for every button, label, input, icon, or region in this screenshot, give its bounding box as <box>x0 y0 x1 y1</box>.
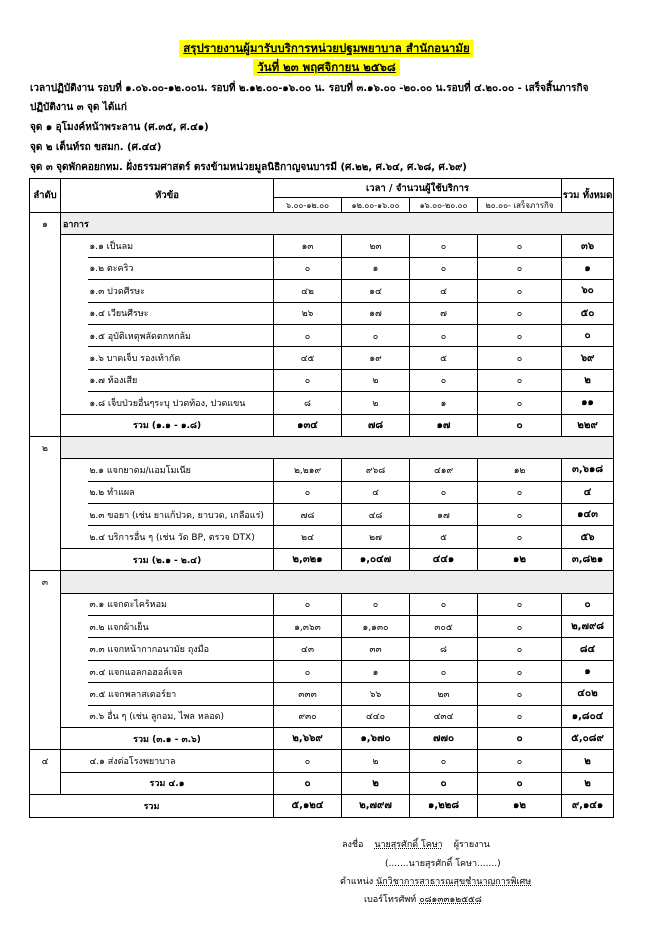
row-total: ๒,๗๙๘ <box>562 616 614 638</box>
point-1-line: จุด ๑ อุโมงค์หน้าพระลาน (ศ.๓๕, ศ.๔๑) <box>30 122 209 133</box>
slot-value: ๐ <box>478 683 562 705</box>
table-row <box>30 683 614 705</box>
slot-value: ๒ <box>342 369 410 391</box>
row-total: ๔๐๒ <box>562 683 614 705</box>
row-total: ๕๖ <box>562 526 614 548</box>
subtotal-row <box>30 548 614 570</box>
table-row <box>30 638 614 660</box>
grand-total-value: ๑,๒๒๘ <box>410 795 478 817</box>
table-row <box>30 750 614 772</box>
table-row <box>30 504 614 526</box>
phone-value: ๐๘๑๓๓๑๒๕๕๘ <box>419 895 482 905</box>
indent-cell <box>61 459 88 481</box>
row-total: ๑ <box>562 257 614 279</box>
row-total: ๕๐ <box>562 302 614 324</box>
col-header-no: ลำดับ <box>30 179 61 213</box>
group-number: ๑ <box>30 213 61 235</box>
row-label: ๑.๒ ตะคริว <box>88 257 274 279</box>
row-label: ๑.๓ ปวดศีรษะ <box>88 280 274 302</box>
group-name: อาการ <box>61 213 614 235</box>
slot-value: ๒๓ <box>410 683 478 705</box>
table-row <box>30 459 614 481</box>
subtotal-value: ๑๗ <box>410 414 478 436</box>
signature-role: ผู้รายงาน <box>453 840 490 850</box>
indent-cell <box>61 302 88 324</box>
indent-cell <box>61 481 88 503</box>
slot-value: ๐ <box>478 324 562 346</box>
slot-value: ๔ <box>342 481 410 503</box>
indent-cell <box>61 683 88 705</box>
slot-value: ๑ <box>342 660 410 682</box>
slot-value: ๑๓ <box>274 235 342 257</box>
group-spacer <box>30 235 61 257</box>
slot-value: ๐ <box>410 257 478 279</box>
row-label: ๑.๗ ท้องเสีย <box>88 369 274 391</box>
col-header-total: รวม ทั้งหมด <box>562 179 614 213</box>
group-spacer <box>30 392 61 414</box>
slot-value: ๔๔๐ <box>342 705 410 727</box>
slot-value: ๐ <box>478 257 562 279</box>
group-spacer <box>30 772 61 794</box>
table-row <box>30 526 614 548</box>
group-spacer <box>30 280 61 302</box>
col-header-slot-2: ๑๒.๐๐-๑๖.๐๐ <box>342 198 410 213</box>
slot-value: ๒๔ <box>274 526 342 548</box>
slot-value: ๐ <box>478 369 562 391</box>
indent-cell <box>61 369 88 391</box>
table-row <box>30 593 614 615</box>
work-hours-line: เวลาปฏิบัติงาน รอบที่ ๑.๐๖.๐๐-๑๒.๐๐น. รอบที่ ๒.๑๒.๐๐-๑๖.๐๐ น. รอบที่ ๓.๑๖.๐๐ -๒๐.๐๐ น.รอบที่ ๔.๒๐.๐๐ - เสร็จสิ้นภารกิจ <box>30 83 589 94</box>
col-header-topic: หัวข้อ <box>61 179 274 213</box>
slot-value: ๒๖ <box>274 302 342 324</box>
position-value: นักวิชาการสาธารณสุขชำนาญการพิเศษ <box>376 877 532 887</box>
slot-value: ๔๑๙ <box>410 459 478 481</box>
table-row <box>30 280 614 302</box>
subtotal-value: ๐ <box>274 772 342 794</box>
subtotal-value: ๒,๖๖๙ <box>274 727 342 749</box>
point-2-line: จุด ๒ เต็นท์รถ ขสมก. (ศ.๔๔) <box>30 142 162 153</box>
subtotal-value: ๒ <box>342 772 410 794</box>
group-spacer <box>30 504 61 526</box>
slot-value: ๐ <box>478 347 562 369</box>
row-label: ๓.๑ แจกตะไคร้หอม <box>88 593 274 615</box>
table-row <box>30 302 614 324</box>
row-total: ๖๙ <box>562 347 614 369</box>
subtotal-value: ๑,๐๔๗ <box>342 548 410 570</box>
slot-value: ๒,๒๑๙ <box>274 459 342 481</box>
slot-value: ๒๗ <box>342 526 410 548</box>
subtotal-value: ๐ <box>478 414 562 436</box>
group-spacer <box>30 257 61 279</box>
row-label: ๑.๔ เวียนศีรษะ <box>88 302 274 324</box>
slot-value: ๒ <box>342 392 410 414</box>
row-total: ๑ <box>562 660 614 682</box>
indent-cell <box>61 750 88 772</box>
slot-value: ๐ <box>478 392 562 414</box>
report-title-row <box>0 37 653 57</box>
subtotal-row <box>30 727 614 749</box>
group-number: ๔ <box>30 750 61 772</box>
table-row <box>30 369 614 391</box>
table-row <box>30 660 614 682</box>
subtotal-row <box>30 414 614 436</box>
slot-value: ๐ <box>342 324 410 346</box>
group-name <box>61 571 614 593</box>
subtotal-total: ๒๒๙ <box>562 414 614 436</box>
row-label: ๑.๑ เป็นลม <box>88 235 274 257</box>
group-spacer <box>30 324 61 346</box>
slot-value: ๕ <box>410 526 478 548</box>
subtotal-value: ๒,๓๒๑ <box>274 548 342 570</box>
slot-value: ๖๖ <box>342 683 410 705</box>
grand-total-value: ๒,๗๙๗ <box>342 795 410 817</box>
slot-value: ๐ <box>478 302 562 324</box>
subtotal-value: ๑๒ <box>478 548 562 570</box>
row-label: ๒.๔ บริการอื่น ๆ (เช่น วัด BP, ตรวจ DTX) <box>88 526 274 548</box>
row-total: ๑๔๓ <box>562 504 614 526</box>
position-prefix: ตำแหน่ง <box>340 877 374 887</box>
col-header-slot-3: ๑๖.๐๐-๒๐.๐๐ <box>410 198 478 213</box>
group-spacer <box>30 638 61 660</box>
slot-value: ๑,๓๖๓ <box>274 616 342 638</box>
slot-value: ๑๗ <box>342 302 410 324</box>
slot-value: ๑,๑๓๐ <box>342 616 410 638</box>
subtotal-label: รวม ๔.๑ <box>61 772 274 794</box>
indent-cell <box>61 526 88 548</box>
slot-value: ๐ <box>274 481 342 503</box>
signature-position-line <box>340 874 531 888</box>
col-header-slot-1: ๖.๐๐-๑๒.๐๐ <box>274 198 342 213</box>
table-row <box>30 324 614 346</box>
indent-cell <box>61 660 88 682</box>
signature-name: นายสุรศักดิ์ โคษา <box>374 840 443 850</box>
group-header-row <box>30 436 614 458</box>
group-spacer <box>30 526 61 548</box>
grand-total-sum: ๙,๑๔๑ <box>562 795 614 817</box>
group-spacer <box>30 616 61 638</box>
slot-value: ๕ <box>410 347 478 369</box>
subtotal-value: ๐ <box>410 772 478 794</box>
group-number: ๒ <box>30 436 61 458</box>
row-label: ๓.๒ แจกผ้าเย็น <box>88 616 274 638</box>
row-label: ๑.๘ เจ็บป่วยอื่นๆระบุ ปวดท้อง, ปวดแขน <box>88 392 274 414</box>
slot-value: ๔๓๔ <box>410 705 478 727</box>
slot-value: ๑๒ <box>478 459 562 481</box>
col-header-time: เวลา / จำนวนผู้ใช้บริการ <box>274 179 562 198</box>
group-header-row <box>30 571 614 593</box>
slot-value: ๘ <box>410 638 478 660</box>
slot-value: ๓๓ <box>342 638 410 660</box>
slot-value: ๐ <box>410 593 478 615</box>
slot-value: ๐ <box>274 593 342 615</box>
slot-value: ๑๔ <box>342 280 410 302</box>
row-total: ๓,๖๑๘ <box>562 459 614 481</box>
indent-cell <box>61 235 88 257</box>
slot-value: ๐ <box>478 235 562 257</box>
indent-cell <box>61 324 88 346</box>
group-spacer <box>30 593 61 615</box>
phone-prefix: เบอร์โทรศัพท์ <box>364 895 417 905</box>
group-spacer <box>30 481 61 503</box>
indent-cell <box>61 392 88 414</box>
indent-cell <box>61 638 88 660</box>
slot-value: ๐ <box>410 750 478 772</box>
grand-total-row <box>30 795 614 817</box>
row-total: ๒ <box>562 750 614 772</box>
row-total: ๔ <box>562 481 614 503</box>
signature-printed-name: (.......นายสุรศักดิ์ โคษา.......) <box>385 859 501 869</box>
slot-value: ๐ <box>274 660 342 682</box>
group-spacer <box>30 302 61 324</box>
slot-value: ๘ <box>274 392 342 414</box>
subtotal-value: ๑๓๔ <box>274 414 342 436</box>
subtotal-value: ๗๘ <box>342 414 410 436</box>
slot-value: ๐ <box>478 280 562 302</box>
row-label: ๔.๑ ส่งต่อโรงพยาบาล <box>88 750 274 772</box>
slot-value: ๐ <box>410 369 478 391</box>
subtotal-label: รวม (๓.๑ - ๓.๖) <box>61 727 274 749</box>
row-label: ๒.๓ ขอยา (เช่น ยาแก้ปวด, ยาบวด, เกลือแร่) <box>88 504 274 526</box>
subtotal-value: ๐ <box>478 727 562 749</box>
col-header-slot-4: ๒๐.๐๐- เสร็จภารกิจ <box>478 198 562 213</box>
slot-value: ๐ <box>274 750 342 772</box>
slot-value: ๑๗ <box>410 504 478 526</box>
slot-value: ๒ <box>342 750 410 772</box>
row-total: ๑๑ <box>562 392 614 414</box>
point-3-line: จุด ๓ จุดพักคอยกทม. ฝั่งธรรมศาสตร์ ตรงข้ามหน่วยมูลนิธิกาญจนบารมี (ศ.๒๒, ศ.๖๔, ศ.๖๘, ศ.๖๙) <box>30 162 467 173</box>
indent-cell <box>61 593 88 615</box>
grand-total-value: ๕,๑๒๔ <box>274 795 342 817</box>
slot-value: ๔๓ <box>274 638 342 660</box>
subtotal-row <box>30 772 614 794</box>
slot-value: ๓๓๓ <box>274 683 342 705</box>
report-date-row <box>0 56 653 76</box>
group-spacer <box>30 347 61 369</box>
table-row <box>30 392 614 414</box>
row-label: ๒.๑ แจกยาดม/แอมโมเนีย <box>88 459 274 481</box>
slot-value: ๔๒ <box>274 280 342 302</box>
group-spacer <box>30 548 61 570</box>
indent-cell <box>61 347 88 369</box>
slot-value: ๙๓๐ <box>274 705 342 727</box>
slot-value: ๐ <box>478 660 562 682</box>
slot-value: ๔๕ <box>274 347 342 369</box>
table-row <box>30 705 614 727</box>
subtotal-label: รวม (๑.๑ - ๑.๘) <box>61 414 274 436</box>
group-number: ๓ <box>30 571 61 593</box>
slot-value: ๐ <box>478 526 562 548</box>
slot-value: ๗ <box>410 302 478 324</box>
signature-phone-line <box>364 892 482 906</box>
indent-cell <box>61 257 88 279</box>
table-row <box>30 616 614 638</box>
slot-value: ๐ <box>478 705 562 727</box>
subtotal-total: ๓,๘๒๑ <box>562 548 614 570</box>
row-total: ๖๐ <box>562 280 614 302</box>
group-spacer <box>30 705 61 727</box>
table-row <box>30 347 614 369</box>
table-row <box>30 235 614 257</box>
row-label: ๒.๒ ทำแผล <box>88 481 274 503</box>
slot-value: ๑ <box>342 257 410 279</box>
group-spacer <box>30 459 61 481</box>
row-label: ๓.๕ แจกพลาสเตอร์ยา <box>88 683 274 705</box>
group-spacer <box>30 727 61 749</box>
subtotal-value: ๑,๖๗๐ <box>342 727 410 749</box>
indent-cell <box>61 705 88 727</box>
slot-value: ๐ <box>478 504 562 526</box>
group-spacer <box>30 414 61 436</box>
slot-value: ๗๘ <box>274 504 342 526</box>
slot-value: ๓๐๕ <box>410 616 478 638</box>
slot-value: ๐ <box>478 481 562 503</box>
slot-value: ๐ <box>478 638 562 660</box>
slot-value: ๐ <box>478 616 562 638</box>
table-row <box>30 257 614 279</box>
group-spacer <box>30 369 61 391</box>
subtotal-value: ๗๗๐ <box>410 727 478 749</box>
slot-value: ๑๙ <box>342 347 410 369</box>
grand-total-value: ๑๒ <box>478 795 562 817</box>
signature-line <box>342 837 490 851</box>
row-label: ๓.๖ อื่น ๆ (เช่น ลูกอม, ไพล หลอด) <box>88 705 274 727</box>
row-total: ๑,๘๐๔ <box>562 705 614 727</box>
subtotal-value: ๔๔๑ <box>410 548 478 570</box>
slot-value: ๐ <box>274 369 342 391</box>
group-spacer <box>30 683 61 705</box>
row-total: ๒ <box>562 369 614 391</box>
slot-value: ๑ <box>410 392 478 414</box>
table-row <box>30 481 614 503</box>
indent-cell <box>61 504 88 526</box>
slot-value: ๐ <box>342 593 410 615</box>
indent-cell <box>61 280 88 302</box>
slot-value: ๒๓ <box>342 235 410 257</box>
report-date: วันที่ ๒๓ พฤศจิกายน ๒๕๖๘ <box>253 59 399 76</box>
row-label: ๓.๔ แจกแอลกอฮอล์เจล <box>88 660 274 682</box>
subtotal-total: ๒ <box>562 772 614 794</box>
row-total: ๐ <box>562 593 614 615</box>
row-label: ๑.๖ บาดเจ็บ รองเท้ากัด <box>88 347 274 369</box>
slot-value: ๐ <box>410 481 478 503</box>
row-label: ๑.๕ อุบัติเหตุพลัดตกหกล้ม <box>88 324 274 346</box>
slot-value: ๐ <box>410 324 478 346</box>
row-total: ๘๔ <box>562 638 614 660</box>
subtotal-label: รวม (๒.๑ - ๒.๔) <box>61 548 274 570</box>
signature-prefix: ลงชื่อ <box>342 840 364 850</box>
group-header-row <box>30 213 614 235</box>
row-label: ๓.๓ แจกหน้ากากอนามัย ถุงมือ <box>88 638 274 660</box>
subtotal-total: ๕,๐๘๙ <box>562 727 614 749</box>
group-spacer <box>30 660 61 682</box>
report-title: สรุปรายงานผู้มารับบริการหน่วยปฐมพยาบาล สำนักอนามัย <box>179 40 473 57</box>
slot-value: ๐ <box>410 235 478 257</box>
slot-value: ๐ <box>478 750 562 772</box>
group-name <box>61 436 614 458</box>
indent-cell <box>61 616 88 638</box>
slot-value: ๐ <box>478 593 562 615</box>
subtotal-value: ๐ <box>478 772 562 794</box>
slot-value: ๐ <box>274 324 342 346</box>
slot-value: ๐ <box>274 257 342 279</box>
slot-value: ๙๖๘ <box>342 459 410 481</box>
slot-value: ๐ <box>410 660 478 682</box>
points-intro-line: ปฏิบัติงาน ๓ จุด ได้แก่ <box>30 102 127 113</box>
row-total: ๓๖ <box>562 235 614 257</box>
slot-value: ๔๘ <box>342 504 410 526</box>
row-total: ๐ <box>562 324 614 346</box>
service-report-table <box>29 178 614 818</box>
slot-value: ๔ <box>410 280 478 302</box>
grand-total-label: รวม <box>30 795 274 817</box>
